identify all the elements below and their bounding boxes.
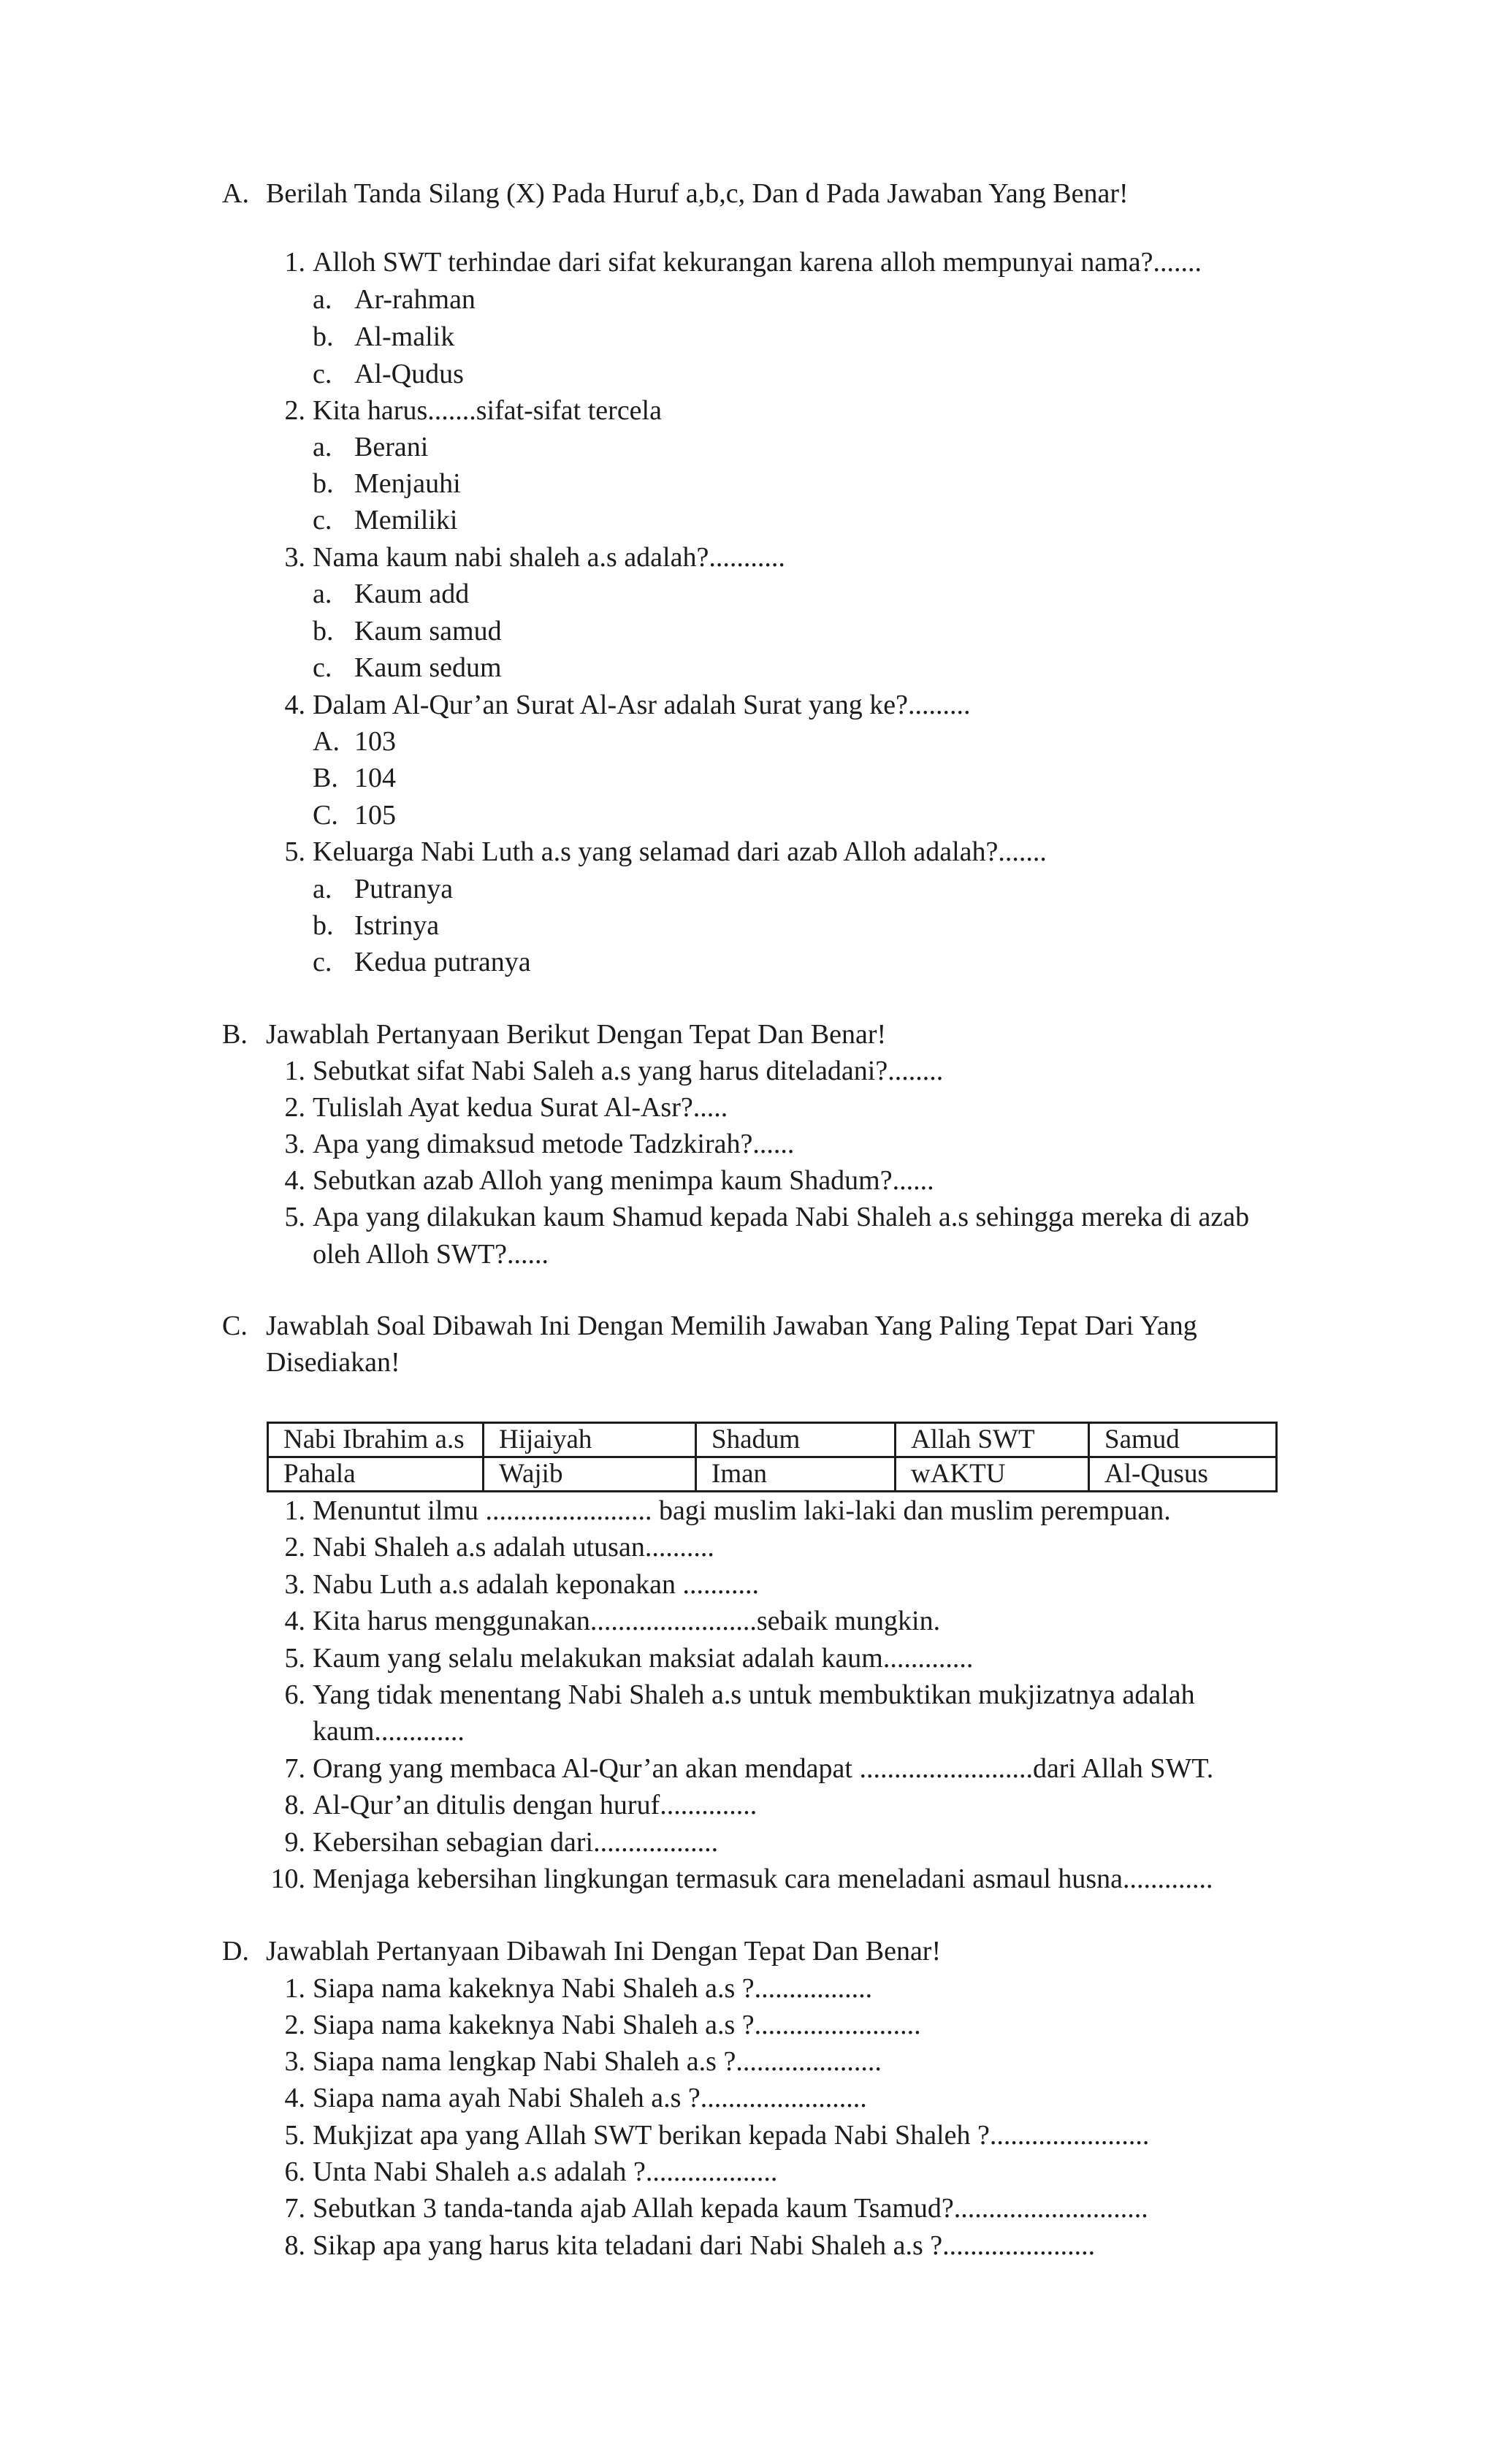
table-cell: Allah SWT [896,1423,1089,1457]
question-text: Unta Nabi Shaleh a.s adalah ?................... [313,2156,778,2187]
option-text: 105 [354,800,396,831]
question-text: Kita harus.......sifat-sifat tercela [313,395,662,426]
table-cell: Hijaiyah [484,1423,696,1457]
question-number: 3. [284,2046,305,2077]
option-text: Putranya [354,874,454,904]
option-text: Istrinya [354,910,440,941]
option-letter: c. [313,359,332,389]
question-text: Sebutkan azab Alloh yang menimpa kaum Shadum?...... [313,1165,934,1196]
question-text: Sikap apa yang harus kita teladani dari Nabi Shaleh a.s ?...................... [313,2230,1096,2261]
question-number: 3. [284,542,305,573]
question-text: Kaum yang selalu melakukan maksiat adalah kaum............. [313,1643,974,1674]
question-text: Siapa nama lengkap Nabi Shaleh a.s ?..................... [313,2046,882,2077]
option-text: Kaum samud [354,616,502,646]
option-letter: a. [313,284,332,315]
question-number: 6. [284,2156,305,2187]
option-text: Al-Qudus [354,359,464,389]
question-text: Sebutkat sifat Nabi Saleh a.s yang harus diteladani?........ [313,1056,944,1086]
question-number: 1. [284,1973,305,2004]
option-text: Memiliki [354,505,458,535]
question-number: 2. [284,2010,305,2040]
question-text: Siapa nama ayah Nabi Shaleh a.s ?........................ [313,2083,867,2113]
option-letter: c. [313,505,332,535]
table-row [268,1423,1277,1457]
question-text: Kebersihan sebagian dari.................. [313,1827,719,1858]
question-number: 1. [284,1495,305,1526]
table-cell: wAKTU [896,1457,1089,1492]
table-cell: Wajib [484,1457,696,1492]
option-letter: c. [313,947,332,977]
option-text: Al-malik [354,321,455,352]
question-text: Tulislah Ayat kedua Surat Al-Asr?..... [313,1092,728,1123]
question-text-line2: kaum............. [313,1716,465,1747]
word-bank-table [267,1422,1278,1492]
option-text: Kaum add [354,579,470,609]
section-letter: C. [222,1311,248,1341]
option-text: 103 [354,726,396,757]
question-number: 4. [284,2083,305,2113]
question-number: 3. [284,1569,305,1600]
question-text: Nabu Luth a.s adalah keponakan ........... [313,1569,759,1600]
question-text: Siapa nama kakeknya Nabi Shaleh a.s ?................. [313,1973,873,2004]
question-text: Mukjizat apa yang Allah SWT berikan kepada Nabi Shaleh ?....................... [313,2120,1150,2151]
table-cell: Samud [1089,1423,1277,1457]
option-text: Kaum sedum [354,652,502,683]
option-letter: c. [313,652,332,683]
table-cell: Pahala [268,1457,484,1492]
table-row [268,1457,1277,1492]
section-title-line2: Disediakan! [266,1347,400,1378]
question-text: Menjaga kebersihan lingkungan termasuk cara meneladani asmaul husna............. [313,1864,1213,1894]
question-text: Apa yang dilakukan kaum Shamud kepada Nabi Shaleh a.s sehingga mereka di azab [313,1202,1250,1232]
option-letter: b. [313,468,334,499]
table-cell: Shadum [696,1423,896,1457]
question-number: 2. [284,1092,305,1123]
option-text: Berani [354,432,429,462]
table-cell: Al-Qusus [1089,1457,1277,1492]
option-text: Kedua putranya [354,947,531,977]
question-text: Nama kaum nabi shaleh a.s adalah?........... [313,542,785,573]
question-text: Apa yang dimaksud metode Tadzkirah?...... [313,1129,795,1159]
option-text: 104 [354,763,396,793]
question-text: Nabi Shaleh a.s adalah utusan.......... [313,1532,714,1563]
option-letter: A. [313,726,340,757]
section-title: Jawablah Pertanyaan Dibawah Ini Dengan Tepat Dan Benar! [266,1936,942,1967]
question-text: Dalam Al-Qur’an Surat Al-Asr adalah Surat yang ke?......... [313,690,971,720]
option-text: Ar-rahman [354,284,476,315]
question-number: 7. [284,1753,305,1784]
option-text: Menjauhi [354,468,461,499]
option-letter: b. [313,321,334,352]
question-number: 9. [284,1827,305,1858]
question-number: 10. [270,1864,305,1894]
section-title: Jawablah Soal Dibawah Ini Dengan Memilih Jawaban Yang Paling Tepat Dari Yang [266,1311,1197,1341]
option-letter: a. [313,579,332,609]
option-letter: b. [313,910,334,941]
question-text: Alloh SWT terhindae dari sifat kekurangan karena alloh mempunyai nama?....... [313,247,1202,278]
question-text: Siapa nama kakeknya Nabi Shaleh a.s ?........................ [313,2010,921,2040]
question-number: 5. [284,1643,305,1674]
table-cell: Nabi Ibrahim a.s [268,1423,484,1457]
question-number: 4. [284,1606,305,1636]
option-letter: C. [313,800,338,831]
question-text: Keluarga Nabi Luth a.s yang selamad dari azab Alloh adalah?....... [313,836,1047,867]
section-letter: A. [222,178,249,209]
question-number: 4. [284,690,305,720]
question-number: 2. [284,395,305,426]
question-text: Orang yang membaca Al-Qur’an akan mendapat .........................dari Allah SWT. [313,1753,1214,1784]
question-number: 6. [284,1679,305,1710]
question-text-line2: oleh Alloh SWT?...... [313,1239,549,1270]
question-number: 5. [284,2120,305,2151]
section-title: Jawablah Pertanyaan Berikut Dengan Tepat Dan Benar! [266,1019,887,1050]
option-letter: a. [313,432,332,462]
question-number: 1. [284,247,305,278]
option-letter: a. [313,874,332,904]
section-title: Berilah Tanda Silang (X) Pada Huruf a,b,c, Dan d Pada Jawaban Yang Benar! [266,178,1129,209]
option-letter: B. [313,763,338,793]
question-text: Yang tidak menentang Nabi Shaleh a.s untuk membuktikan mukjizatnya adalah [313,1679,1195,1710]
question-number: 1. [284,1056,305,1086]
question-number: 8. [284,2230,305,2261]
question-number: 8. [284,1790,305,1820]
section-letter: B. [222,1019,248,1050]
question-text: Al-Qur’an ditulis dengan huruf.............. [313,1790,757,1820]
section-letter: D. [222,1936,249,1967]
option-letter: b. [313,616,334,646]
question-number: 4. [284,1165,305,1196]
question-number: 5. [284,836,305,867]
table-cell: Iman [696,1457,896,1492]
question-text: Sebutkan 3 tanda-tanda ajab Allah kepada kaum Tsamud?............................ [313,2193,1148,2224]
question-number: 5. [284,1202,305,1232]
question-number: 7. [284,2193,305,2224]
question-number: 2. [284,1532,305,1563]
question-text: Menuntut ilmu ........................ bagi muslim laki-laki dan muslim perempuan. [313,1495,1171,1526]
question-number: 3. [284,1129,305,1159]
question-text: Kita harus menggunakan........................sebaik mungkin. [313,1606,941,1636]
